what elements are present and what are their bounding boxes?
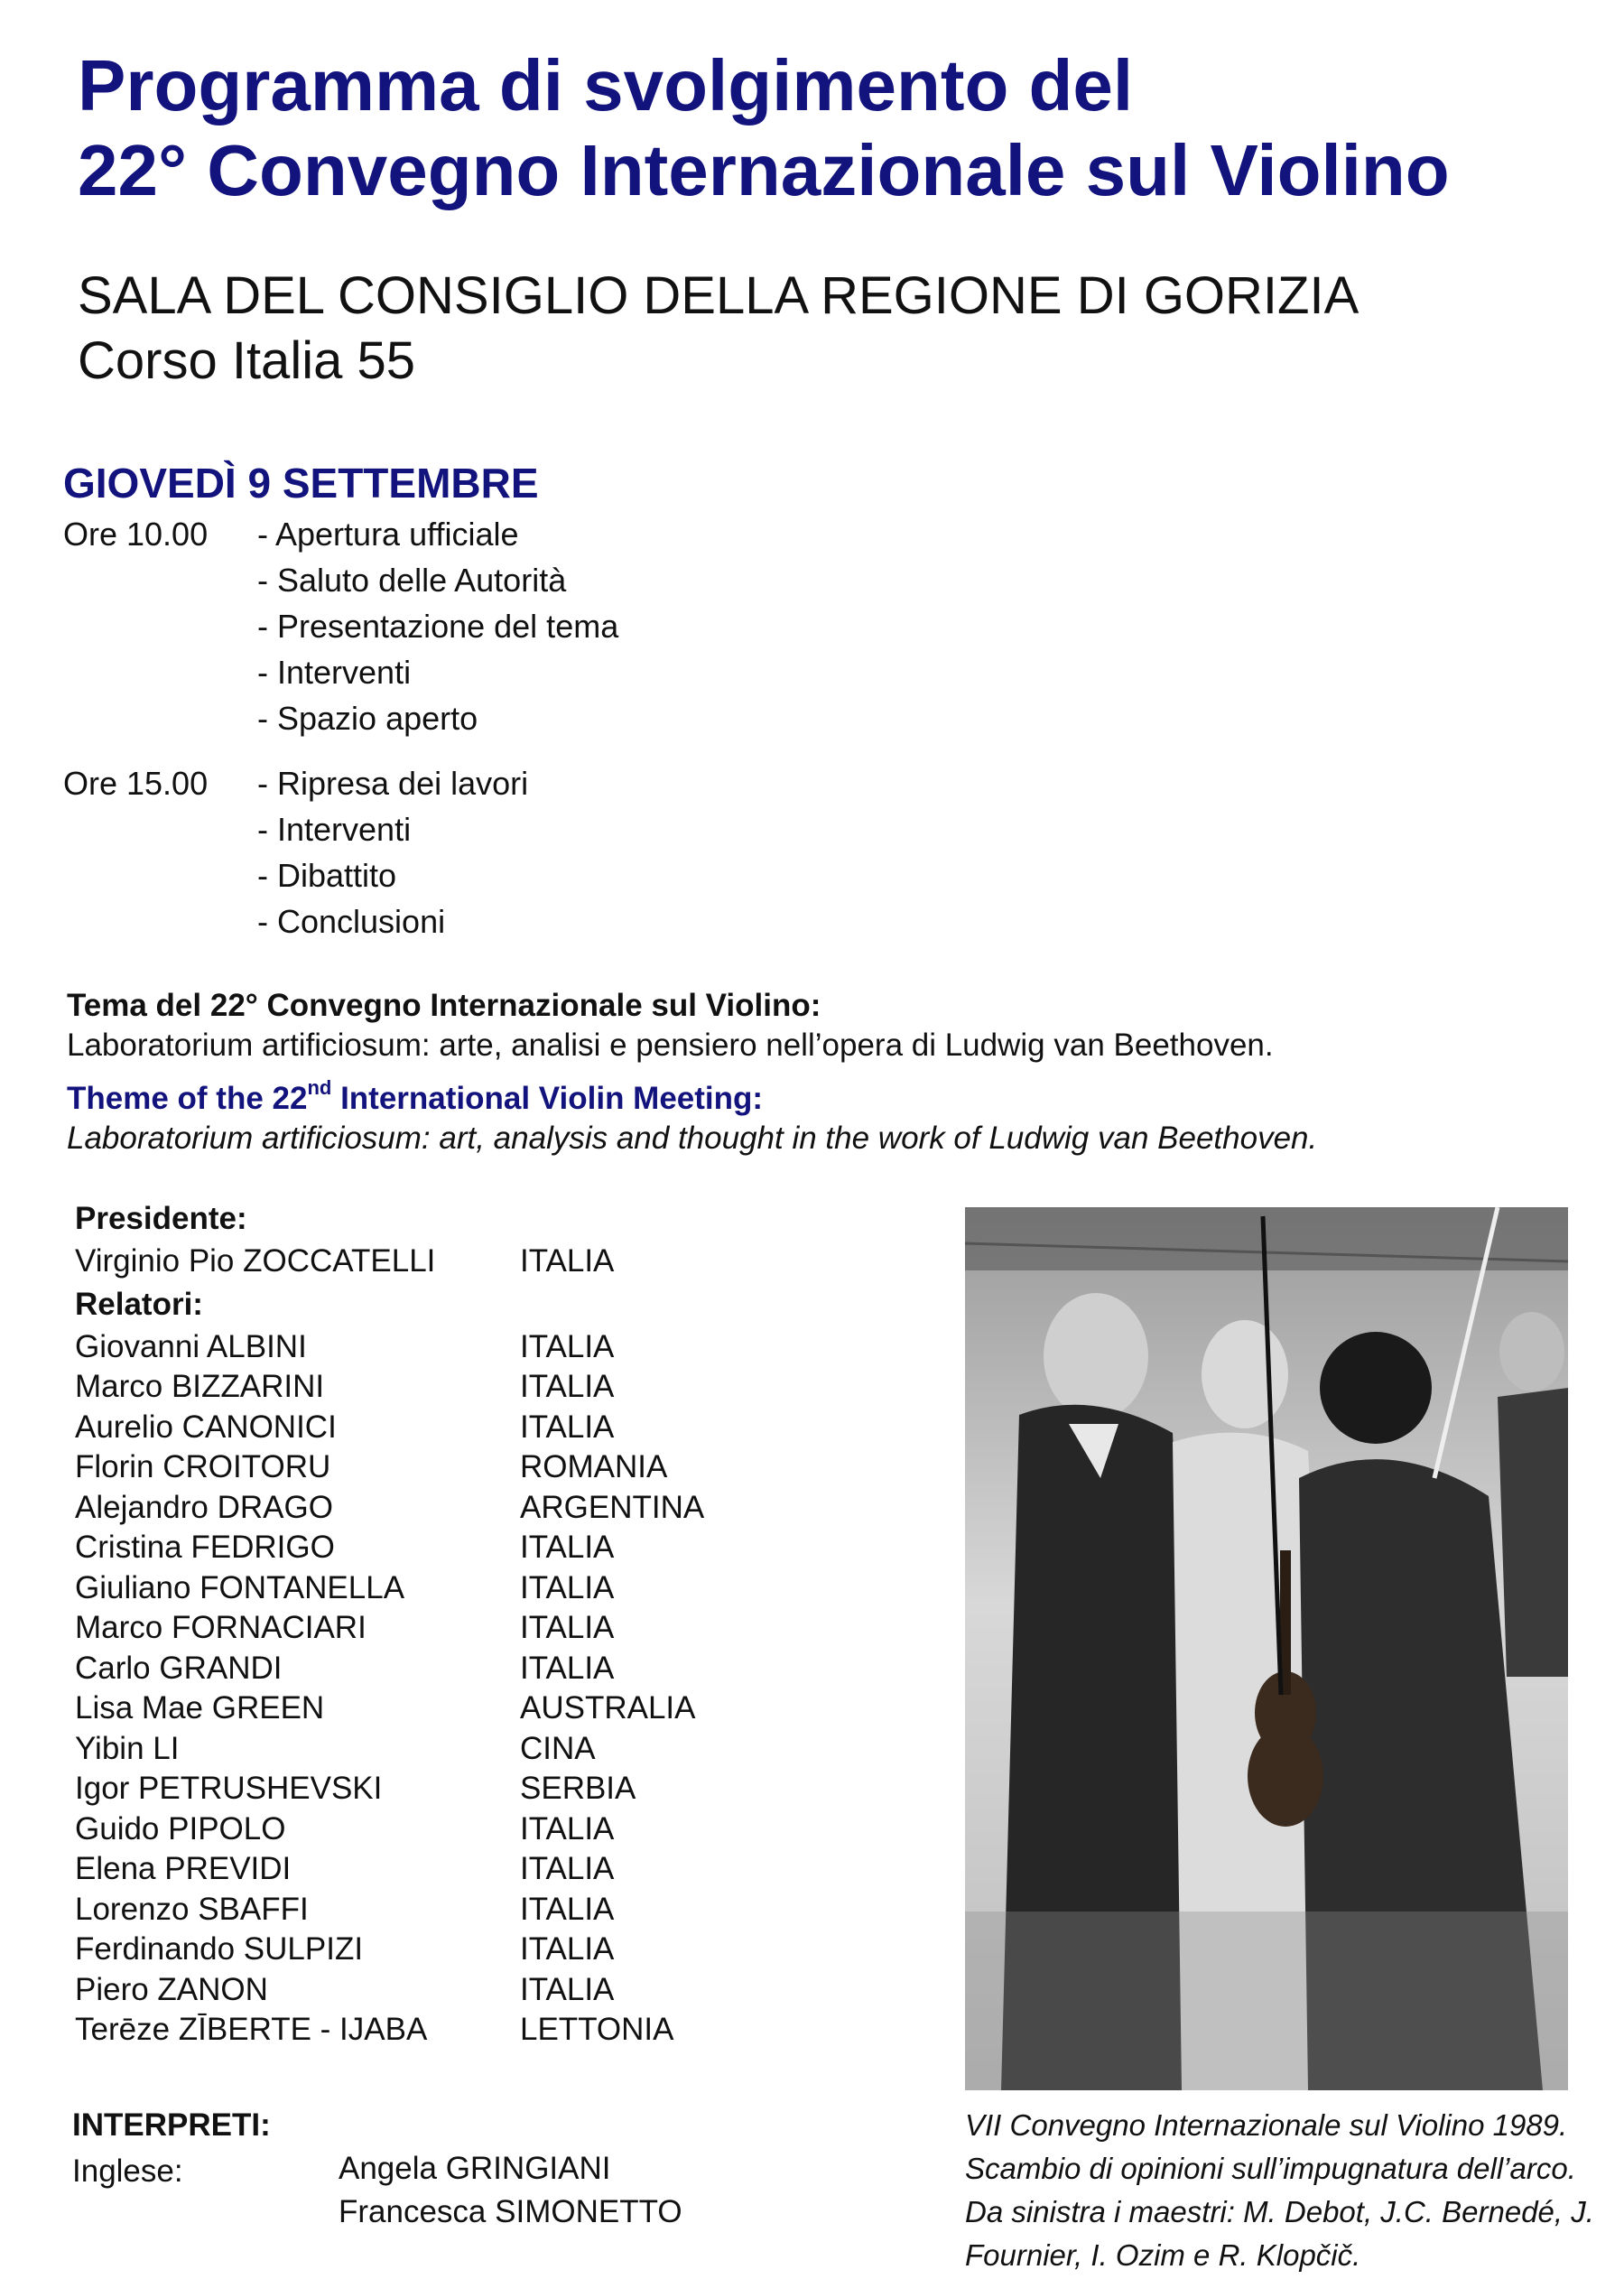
- interpreti-language: Inglese:: [72, 2153, 183, 2189]
- session-time: Ore 10.00: [63, 516, 209, 553]
- person-name: Marco FORNACIARI: [75, 1610, 367, 1645]
- venue-line-1: SALA DEL CONSIGLIO DELLA REGIONE DI GORIZIA: [78, 266, 1360, 325]
- theme-heading-pre: Theme of the 22: [67, 1081, 308, 1116]
- relatore-row: [75, 1568, 761, 1609]
- session-item: - Ripresa dei lavori: [257, 765, 529, 802]
- person-name: Guido PIPOLO: [75, 1810, 286, 1846]
- interpreti-section: [72, 2104, 682, 2229]
- person-country: ITALIA: [520, 1650, 615, 1686]
- person-country: ITALIA: [520, 1810, 615, 1846]
- person-name: Terēze ZĪBERTE - IJABA: [75, 2012, 428, 2047]
- relatore-row: [75, 1367, 761, 1408]
- person-country: SERBIA: [520, 1771, 636, 1806]
- title-line-1: Programma di svolgimento del: [78, 45, 1134, 126]
- relatore-row: [75, 1447, 761, 1488]
- theme-english-text: Laboratorium artificiosum: art, analysis and thought in the work of Ludwig van Beethoven.: [67, 1121, 1318, 1156]
- session-item: - Saluto delle Autorità: [257, 562, 567, 599]
- interpreti-names: [339, 2147, 682, 2234]
- presidente-label: Presidente:: [75, 1201, 247, 1236]
- person-name: Piero ZANON: [75, 1971, 268, 2007]
- session-item: - Apertura ufficiale: [257, 516, 519, 553]
- interpreti-label: INTERPRETI:: [72, 2107, 271, 2143]
- person-name: Elena PREVIDI: [75, 1851, 292, 1886]
- person-name: Ferdinando SULPIZI: [75, 1931, 364, 1967]
- theme-english-heading: [67, 1076, 1317, 1119]
- relatore-row: [75, 1608, 761, 1649]
- theme-heading-sup: nd: [307, 1076, 332, 1099]
- session-item: - Interventi: [257, 654, 412, 691]
- session-time: Ore 15.00: [63, 765, 209, 802]
- interpreter-name: Angela GRINGIANI: [339, 2151, 611, 2186]
- caption-line: Fournier, I. Ozim e R. Klopčič.: [965, 2238, 1361, 2272]
- session-item: - Dibattito: [257, 857, 397, 894]
- person-country: ITALIA: [520, 1971, 615, 2007]
- person-country: ITALIA: [520, 1569, 615, 1605]
- theme-italian-heading: Tema del 22° Convegno Internazionale sul Violino:: [67, 988, 821, 1023]
- relatore-row: [75, 2010, 761, 2051]
- relatore-row: [75, 1488, 761, 1529]
- relatori-label: Relatori:: [75, 1286, 203, 1322]
- person-name: Cristina FEDRIGO: [75, 1530, 335, 1565]
- schedule-day: GIOVEDÌ 9 SETTEMBRE: [63, 460, 539, 507]
- person-country: ROMANIA: [520, 1449, 668, 1484]
- session-items: [257, 760, 528, 944]
- person-name: Florin CROITORU: [75, 1449, 331, 1484]
- presidente-row: [75, 1242, 761, 1282]
- session-item: - Interventi: [257, 811, 412, 848]
- person-country: ITALIA: [520, 1369, 615, 1404]
- person-country: AUSTRALIA: [520, 1690, 696, 1726]
- person-country: ITALIA: [520, 1243, 615, 1279]
- session-item: - Conclusioni: [257, 903, 446, 940]
- theme-english: [67, 1076, 1318, 1158]
- page-title: [78, 43, 1450, 213]
- relatore-row: [75, 1890, 761, 1930]
- caption-line: VII Convegno Internazionale sul Violino 1989.: [965, 2108, 1568, 2142]
- person-name: Marco BIZZARINI: [75, 1369, 325, 1404]
- relatore-row: [75, 1408, 761, 1448]
- person-country: LETTONIA: [520, 2012, 674, 2047]
- theme-italian-text: Laboratorium artificiosum: arte, analisi e pensiero nell’opera di Ludwig van Beethoven.: [67, 1028, 1274, 1063]
- relatori-rows: [75, 1327, 761, 2051]
- relatore-row: [75, 1528, 761, 1568]
- interpreter-name: Francesca SIMONETTO: [339, 2194, 682, 2229]
- relatore-row: [75, 1327, 761, 1368]
- person-country: ITALIA: [520, 1530, 615, 1565]
- title-line-2: 22° Convegno Internazionale sul Violino: [78, 130, 1450, 210]
- relatore-row: [75, 1930, 761, 1970]
- venue: [78, 264, 1359, 394]
- person-country: ITALIA: [520, 1409, 615, 1445]
- theme-italian: [67, 986, 1274, 1065]
- theme-heading-post: International Violin Meeting:: [331, 1081, 764, 1116]
- person-country: CINA: [520, 1730, 596, 1766]
- person-country: ITALIA: [520, 1891, 615, 1927]
- caption-line: Da sinistra i maestri: M. Debot, J.C. Bernedé, J.: [965, 2195, 1594, 2228]
- person-name: Aurelio CANONICI: [75, 1409, 337, 1445]
- caption-line: Scambio di opinioni sull’impugnatura dell’arco.: [965, 2152, 1576, 2185]
- relatore-row: [75, 1809, 761, 1850]
- person-country: ITALIA: [520, 1931, 615, 1967]
- person-name: Giuliano FONTANELLA: [75, 1569, 405, 1605]
- person-name: Yibin LI: [75, 1730, 180, 1766]
- photo-illustration: [965, 1207, 1568, 2090]
- person-name: Lorenzo SBAFFI: [75, 1891, 309, 1927]
- venue-line-2: Corso Italia 55: [78, 331, 415, 390]
- person-country: ITALIA: [520, 1328, 615, 1364]
- relatore-row: [75, 1970, 761, 2011]
- person-name: Alejandro DRAGO: [75, 1489, 333, 1525]
- relatore-row: [75, 1769, 761, 1809]
- participants-list: [75, 1196, 761, 2051]
- person-country: ITALIA: [520, 1851, 615, 1886]
- person-country: ITALIA: [520, 1610, 615, 1645]
- relatore-row: [75, 1849, 761, 1890]
- session-item: - Presentazione del tema: [257, 608, 619, 645]
- session-item: - Spazio aperto: [257, 700, 478, 737]
- relatore-row: [75, 1729, 761, 1770]
- historic-photo: [965, 1207, 1568, 2090]
- person-name: Lisa Mae GREEN: [75, 1690, 325, 1726]
- session-items: [257, 511, 618, 741]
- relatore-row: [75, 1649, 761, 1689]
- person-country: ARGENTINA: [520, 1489, 705, 1525]
- relatore-row: [75, 1688, 761, 1729]
- photo-caption: [965, 2104, 1594, 2277]
- person-name: Virginio Pio ZOCCATELLI: [75, 1243, 436, 1279]
- person-name: Carlo GRANDI: [75, 1650, 283, 1686]
- person-name: Igor PETRUSHEVSKI: [75, 1771, 383, 1806]
- person-name: Giovanni ALBINI: [75, 1328, 307, 1364]
